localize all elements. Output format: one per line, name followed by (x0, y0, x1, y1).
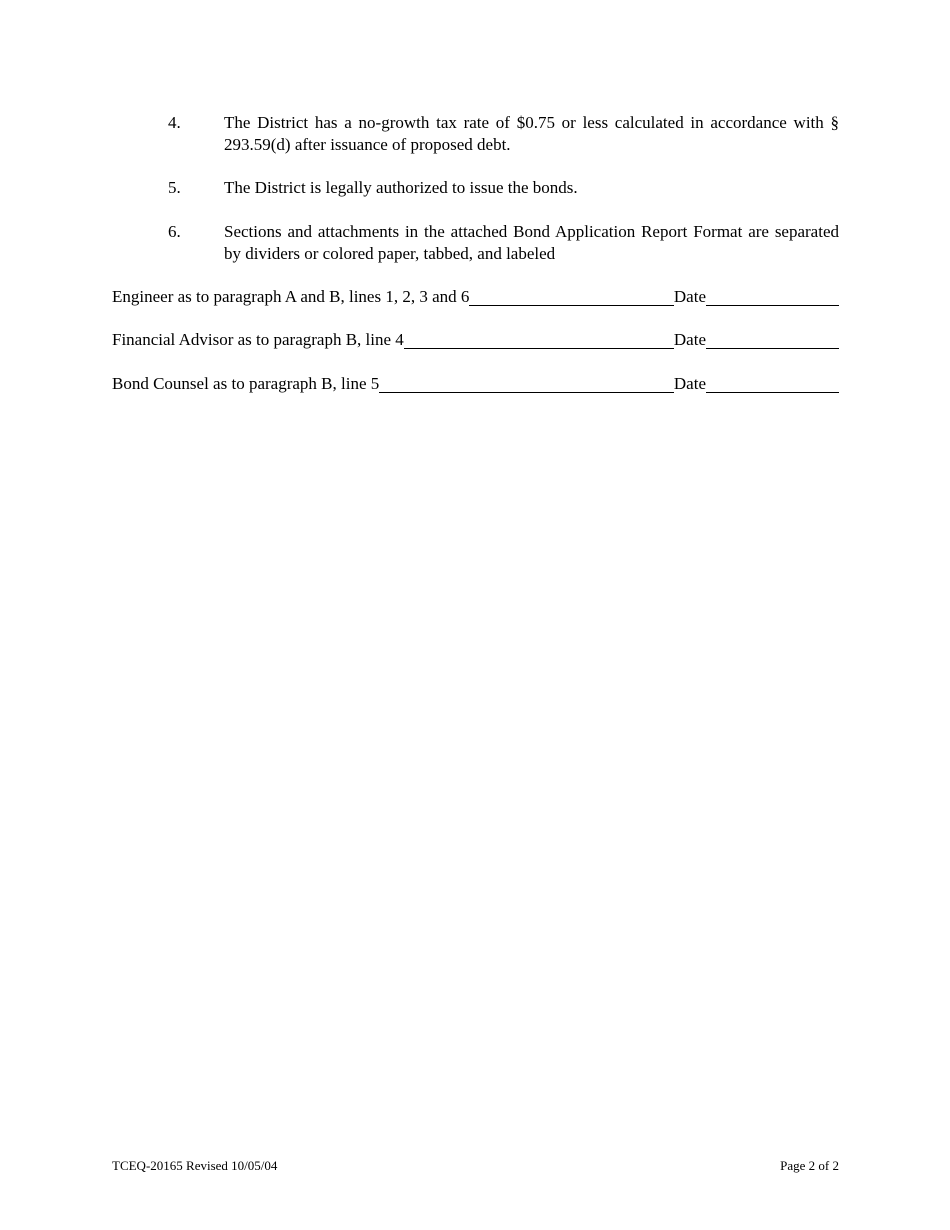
date-label: Date (673, 374, 706, 393)
footer-page-number: Page 2 of 2 (780, 1158, 839, 1173)
signature-row-engineer (112, 286, 839, 308)
date-label: Date (673, 287, 706, 306)
signature-label: Financial Advisor as to paragraph B, line 4 (112, 330, 404, 349)
signature-line[interactable] (379, 375, 674, 393)
signature-line[interactable] (469, 288, 674, 306)
list-item-text: Sections and attachments in the attached Bond Application Report Format are separated by dividers or colored paper, tabbed, and labeled (224, 222, 839, 263)
signature-row-financial-advisor (112, 329, 839, 351)
signature-label: Bond Counsel as to paragraph B, line 5 (112, 374, 380, 393)
list-item-number: 5. (168, 178, 181, 197)
date-line[interactable] (706, 331, 839, 349)
date-label: Date (673, 330, 706, 349)
list-item-number: 6. (168, 222, 181, 241)
footer-form-id: TCEQ-20165 Revised 10/05/04 (112, 1158, 278, 1173)
signature-row-bond-counsel (112, 373, 839, 395)
date-line[interactable] (706, 288, 839, 306)
list-item-text: The District is legally authorized to issue the bonds. (224, 178, 578, 197)
date-line[interactable] (706, 375, 839, 393)
signature-line[interactable] (404, 331, 674, 349)
list-item-number: 4. (168, 113, 181, 132)
list-item-text: The District has a no-growth tax rate of $0.75 or less calculated in accordance with § 293.59(d) after issuance of proposed debt. (224, 113, 839, 154)
signature-label: Engineer as to paragraph A and B, lines 1, 2, 3 and 6 (112, 287, 470, 306)
